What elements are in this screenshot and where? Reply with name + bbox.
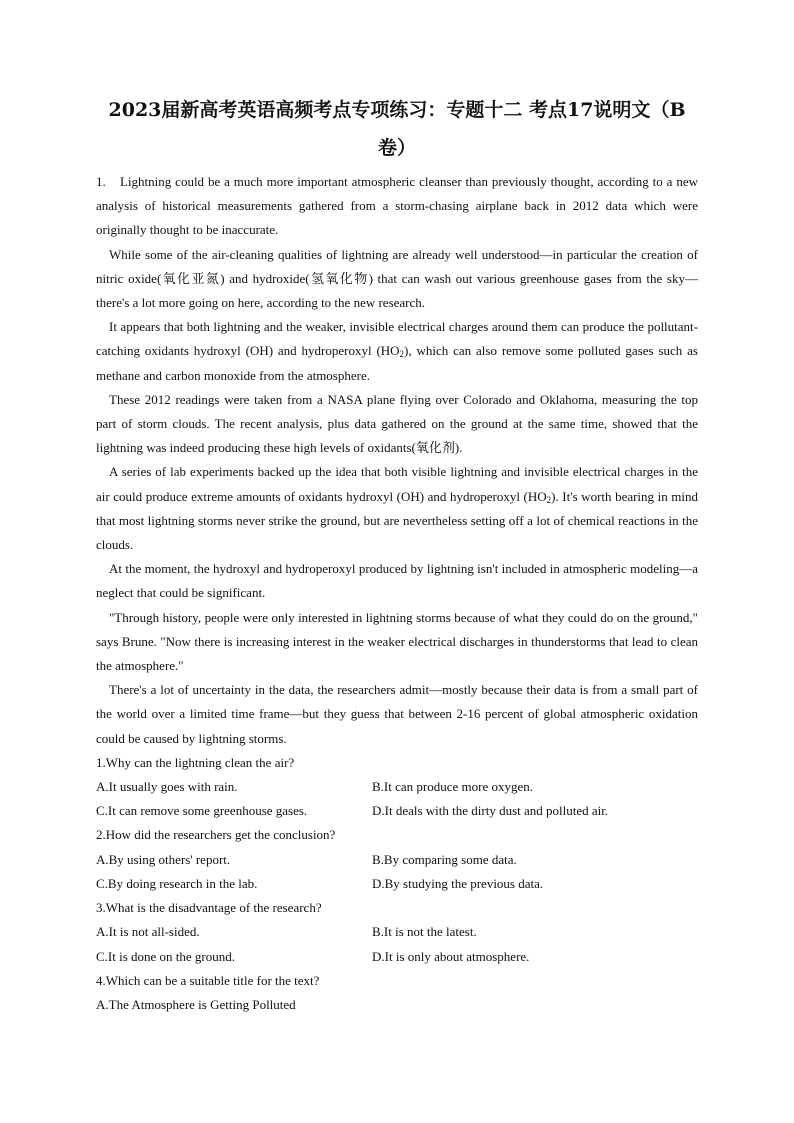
passage-paragraph-3: It appears that both lightning and the weaker, invisible electrical charges around them can produce the pollutant-catching oxidants hydroxyl (OH) and hydroperoxyl $(HO_2)$, which can also remove some polluted gases such as methane and carbon monoxide from the atmosphere. <box>96 319 698 383</box>
question-stem: 4.Which can be a suitable title for the text? <box>96 972 320 988</box>
passage-number: 1. <box>96 174 106 189</box>
question-3 <box>96 896 698 969</box>
passage-paragraph-8: There's a lot of uncertainty in the data, the researchers admit—mostly because their data is from a small part of the world over a limited time frame—but they guess that between 2-16 percent of global atmospheric oxidation could be caused by lightning storms. <box>96 682 698 746</box>
passage-paragraph-1: 1. Lightning could be a much more important atmospheric cleanser than previously thought, according to a new analysis of historical measurements gathered from a storm-chasing airplane back in 2012 data which were originally thought to be inaccurate. <box>96 170 698 243</box>
passage-paragraph-6: At the moment, the hydroxyl and hydroperoxyl produced by lightning isn't included in atmospheric modeling—a neglect that could be significant. <box>96 561 698 601</box>
option-d: D.It deals with the dirty dust and polluted air. <box>372 803 609 819</box>
option-c: C.It is done on the ground. <box>96 948 236 964</box>
option-b: B.It can produce more oxygen. <box>372 779 534 795</box>
question-4 <box>96 969 698 1017</box>
option-a: A.By using others' report. <box>96 851 231 867</box>
passage-paragraph-7: "Through history, people were only interested in lightning storms because of what they could do on the ground," says Brune. "Now there is increasing interest in the weaker electrical discharges in thunderstorms that lead to clean the atmosphere." <box>96 609 698 674</box>
option-a: A.The Atmosphere is Getting Polluted <box>96 996 296 1012</box>
option-b: B.By comparing some data. <box>372 851 517 867</box>
document-body <box>96 170 698 1017</box>
question-2 <box>96 823 698 896</box>
option-c: C.It can remove some greenhouse gases. <box>96 803 308 819</box>
passage-paragraph-4: These 2012 readings were taken from a NASA plane flying over Colorado and Oklahoma, measuring the top part of storm clouds. The recent analysis, plus data gathered on the ground at the same time, showed that the lightning was indeed producing these high levels of oxidants(氧化剂). <box>96 391 698 456</box>
page-title-line-2: 卷） <box>377 137 416 159</box>
question-1 <box>96 751 698 824</box>
page-title-line-1: 2023届新高考英语高频考点专项练习：专题十二 考点17说明文（B <box>108 99 686 121</box>
option-d: D.It is only about atmosphere. <box>372 948 530 964</box>
option-a: A.It usually goes with rain. <box>96 779 238 795</box>
option-a: A.It is not all-sided. <box>96 924 200 940</box>
question-stem: 2.How did the researchers get the conclusion? <box>96 827 336 843</box>
option-b: B.It is not the latest. <box>372 924 477 940</box>
passage-paragraph-2: While some of the air-cleaning qualities of lightning are already well understood—in particular the creation of nitric oxide(氧化亚氮) and hydroxide(氢氧化物) that can wash out various greenhouse gases from the sky—there's a lot more going on here, according to the new research. <box>96 246 698 311</box>
question-stem: 1.Why can the lightning clean the air? <box>96 754 295 770</box>
option-c: C.By doing research in the lab. <box>96 875 258 891</box>
question-stem: 3.What is the disadvantage of the research? <box>96 900 322 916</box>
passage-paragraph-5: A series of lab experiments backed up the idea that both visible lightning and invisible electrical charges in the air could produce extreme amounts of oxidants hydroxyl (OH) and hydroperoxyl $(HO_2)$. It's worth bearing in mind that most lightning storms never strike the ground, but are nevertheless setting off a lot of chemical reactions in the clouds. <box>96 464 698 553</box>
option-d: D.By studying the previous data. <box>372 875 544 891</box>
